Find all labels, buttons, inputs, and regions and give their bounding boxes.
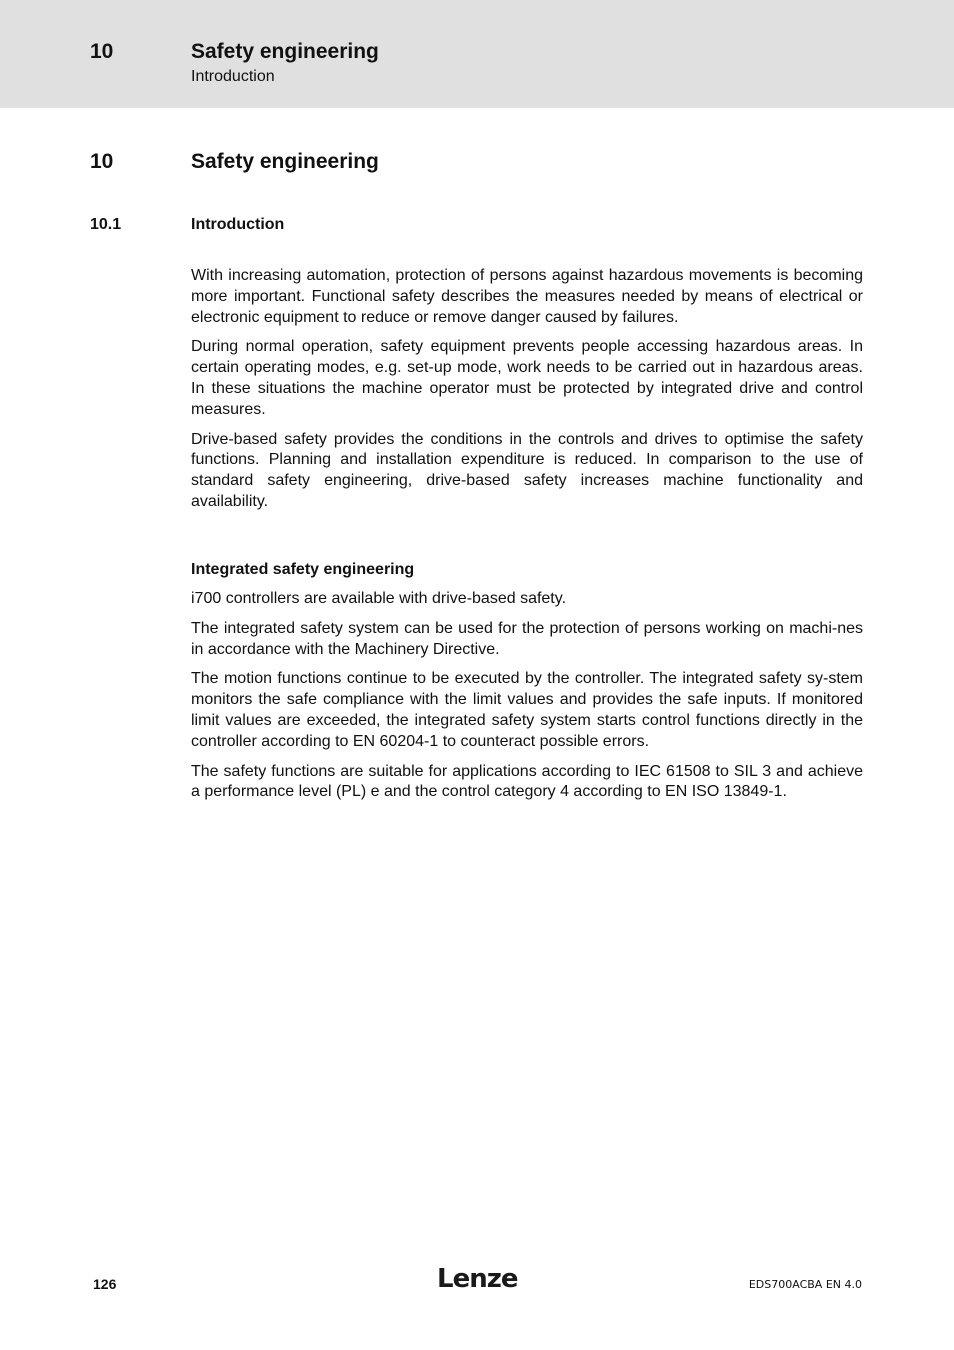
lenze-logo: Lenze [437, 1264, 518, 1294]
document-id: EDS700ACBA EN 4.0 [748, 1278, 862, 1291]
running-header [0, 0, 954, 108]
page-number: 126 [93, 1276, 117, 1292]
paragraph: The motion functions continue to be executed by the controller. The integrated safety sy-stem monitors the safe compliance with the limit values and provides the safe inputs. If monitored limit values are exceeded, the integrated safety system starts control functions directly in the controller according to EN 60204-1 to counteract possible errors. [191, 670, 863, 750]
paragraph: During normal operation, safety equipment prevents people accessing hazardous areas. In certain operating modes, e.g. set-up mode, work needs to be carried out in hazardous areas. In these situations the machine operator must be protected by integrated drive and control measures. [191, 338, 863, 418]
header-chapter-number: 10 [90, 40, 114, 63]
integrated-safety-heading: Integrated safety engineering [191, 561, 415, 578]
paragraph: With increasing automation, protection of persons against hazardous movements is becoming more important. Functional safety describes the measures needed by means of electrical or electronic equipment to reduce or remove danger caused by failures. [191, 267, 863, 326]
paragraph: The safety functions are suitable for applications according to IEC 61508 to SIL 3 and achieve a performance level (PL) e and the control category 4 according to EN ISO 13849-1. [191, 762, 863, 801]
paragraph: i700 controllers are available with drive-based safety. [191, 590, 567, 607]
intro-text [191, 266, 863, 522]
paragraph: Drive-based safety provides the conditions in the controls and drives to optimise the safety functions. Planning and installation expenditure is reduced. In comparison to the use of standard safety engineering, drive-based safety increases machine functionality and availability. [191, 430, 863, 510]
integrated-safety-text [191, 589, 863, 812]
section-title: Introduction [191, 216, 285, 233]
section-number: 10.1 [90, 216, 122, 233]
chapter-number: 10 [90, 150, 114, 173]
header-chapter-title: Safety engineering [191, 40, 379, 63]
paragraph: The integrated safety system can be used for the protection of persons working on machi-nes in accordance with the Machinery Directive. [191, 619, 863, 658]
chapter-title: Safety engineering [191, 150, 379, 173]
header-section-subtitle: Introduction [191, 68, 275, 85]
